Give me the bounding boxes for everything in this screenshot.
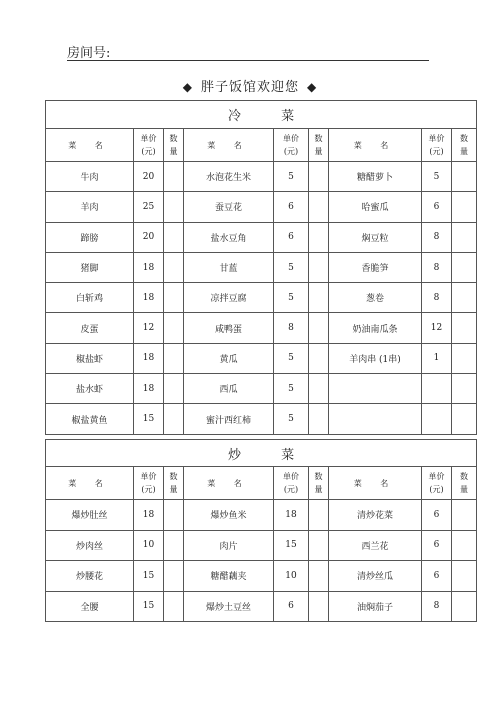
- dish-price: 10: [274, 561, 309, 592]
- dish-name: 椒盐黄鱼: [46, 404, 134, 434]
- menu-row: [46, 252, 477, 282]
- quantity-cell[interactable]: [164, 561, 184, 592]
- dish-price: 5: [422, 162, 452, 192]
- hot-header-row: [46, 467, 477, 500]
- dish-name: 羊肉串 (1串): [329, 343, 422, 373]
- dish-price: 5: [274, 343, 309, 373]
- cold-section-title: 冷 菜: [46, 101, 477, 129]
- column-header-price: [422, 467, 452, 500]
- diamond-icon: ◆: [182, 80, 193, 94]
- dish-name: 糖醋萝卜: [329, 162, 422, 192]
- dish-price: 8: [422, 252, 452, 282]
- dish-name: 蹄膀: [46, 222, 134, 252]
- qty-header-line2: 量: [460, 485, 469, 494]
- price-header-line1: 单价: [428, 472, 445, 481]
- hot-section-title: 炒 菜: [46, 440, 477, 467]
- dish-price: [422, 404, 452, 434]
- price-header-line2: (元): [283, 485, 299, 494]
- dish-price: 15: [134, 561, 164, 592]
- quantity-cell[interactable]: [452, 404, 477, 434]
- dish-price: 6: [422, 530, 452, 561]
- quantity-cell[interactable]: [452, 343, 477, 373]
- qty-header-line1: 数: [314, 472, 323, 481]
- dish-name: 椒盐虾: [46, 343, 134, 373]
- quantity-cell[interactable]: [309, 530, 329, 561]
- dish-name: 水泡花生米: [184, 162, 274, 192]
- dish-name: 肉片: [184, 530, 274, 561]
- menu-row: [46, 374, 477, 404]
- quantity-cell[interactable]: [164, 343, 184, 373]
- dish-name: 白斩鸡: [46, 283, 134, 313]
- dish-name: 香脆笋: [329, 252, 422, 282]
- qty-header-line1: 数: [460, 134, 469, 143]
- dish-name: 羊肉: [46, 192, 134, 222]
- price-header-line2: (元): [429, 147, 444, 156]
- column-header-qty: [309, 467, 329, 500]
- dish-name: 皮蛋: [46, 313, 134, 343]
- dish-name: 凉拌豆腐: [184, 283, 274, 313]
- qty-header-line1: 数: [460, 472, 469, 481]
- column-header-name: 菜 名: [46, 467, 134, 500]
- quantity-cell[interactable]: [309, 404, 329, 434]
- dish-price: 20: [134, 162, 164, 192]
- column-header-name: 菜 名: [46, 129, 134, 162]
- quantity-cell[interactable]: [309, 313, 329, 343]
- dish-price: 18: [134, 374, 164, 404]
- price-header-line1: 单价: [283, 472, 299, 481]
- dish-name: 清炒花菜: [329, 500, 422, 531]
- quantity-cell[interactable]: [309, 500, 329, 531]
- column-header-price: [274, 129, 309, 162]
- dish-name: 西兰花: [329, 530, 422, 561]
- price-header-line1: 单价: [428, 134, 445, 143]
- dish-name: 牛肉: [46, 162, 134, 192]
- dish-name: 黄瓜: [184, 343, 274, 373]
- price-header-line1: 单价: [140, 134, 157, 143]
- dish-name: 焖豆粒: [329, 222, 422, 252]
- quantity-cell[interactable]: [164, 222, 184, 252]
- welcome-title: [0, 76, 500, 95]
- dish-name: 盐水虾: [46, 374, 134, 404]
- dish-name: 盐水豆角: [184, 222, 274, 252]
- dish-price: 15: [274, 530, 309, 561]
- dish-name: [329, 404, 422, 434]
- menu-row: [46, 222, 477, 252]
- quantity-cell[interactable]: [309, 162, 329, 192]
- welcome-text: 胖子饭馆欢迎您: [200, 80, 299, 95]
- dish-name: 葱卷: [329, 283, 422, 313]
- price-header-line2: (元): [141, 147, 156, 156]
- dish-name: 蚕豆花: [184, 192, 274, 222]
- quantity-cell[interactable]: [164, 252, 184, 282]
- column-header-price: [134, 129, 164, 162]
- dish-name: 猪脚: [46, 252, 134, 282]
- quantity-cell[interactable]: [452, 252, 477, 282]
- quantity-cell[interactable]: [309, 561, 329, 592]
- quantity-cell[interactable]: [452, 530, 477, 561]
- dish-name: 糖醋藕夹: [184, 561, 274, 592]
- room-number-line: [67, 60, 429, 61]
- price-header-line1: 单价: [283, 134, 299, 143]
- dish-price: 20: [134, 222, 164, 252]
- quantity-cell[interactable]: [164, 313, 184, 343]
- price-header-line2: (元): [283, 147, 299, 156]
- price-header-line2: (元): [141, 485, 156, 494]
- dish-price: 5: [274, 374, 309, 404]
- qty-header-line1: 数: [169, 472, 178, 481]
- dish-name: 清炒丝瓜: [329, 561, 422, 592]
- column-header-qty: [164, 129, 184, 162]
- quantity-cell[interactable]: [309, 222, 329, 252]
- dish-name: 全腰: [46, 591, 134, 622]
- dish-name: 爆炒土豆丝: [184, 591, 274, 622]
- dish-name: 爆炒肚丝: [46, 500, 134, 531]
- menu-row: [46, 192, 477, 222]
- dish-price: 18: [134, 283, 164, 313]
- quantity-cell[interactable]: [164, 530, 184, 561]
- column-header-price: [422, 129, 452, 162]
- quantity-cell[interactable]: [452, 500, 477, 531]
- menu-row: [46, 313, 477, 343]
- dish-price: 6: [274, 222, 309, 252]
- menu-row: [46, 500, 477, 531]
- dish-price: [422, 374, 452, 404]
- quantity-cell[interactable]: [164, 591, 184, 622]
- dish-price: 8: [422, 591, 452, 622]
- column-header-qty: [309, 129, 329, 162]
- room-number-label: 房间号:: [67, 46, 111, 61]
- quantity-cell[interactable]: [452, 591, 477, 622]
- quantity-cell[interactable]: [164, 500, 184, 531]
- dish-price: 5: [274, 162, 309, 192]
- quantity-cell[interactable]: [309, 283, 329, 313]
- qty-header-line1: 数: [314, 134, 323, 143]
- dish-price: 8: [422, 283, 452, 313]
- quantity-cell[interactable]: [164, 374, 184, 404]
- dish-price: 18: [134, 500, 164, 531]
- menu-row: [46, 591, 477, 622]
- menu-row: [46, 283, 477, 313]
- dish-price: 6: [422, 500, 452, 531]
- dish-name: 咸鸭蛋: [184, 313, 274, 343]
- quantity-cell[interactable]: [452, 561, 477, 592]
- column-header-qty: [164, 467, 184, 500]
- dish-name: 甘蓝: [184, 252, 274, 282]
- menu-row: [46, 343, 477, 373]
- column-header-price: [134, 467, 164, 500]
- dish-price: 15: [134, 404, 164, 434]
- quantity-cell[interactable]: [452, 374, 477, 404]
- dish-price: 18: [134, 343, 164, 373]
- dish-price: 6: [274, 192, 309, 222]
- quantity-cell[interactable]: [164, 162, 184, 192]
- qty-header-line2: 量: [460, 147, 469, 156]
- dish-price: 5: [274, 283, 309, 313]
- quantity-cell[interactable]: [309, 343, 329, 373]
- cold-header-row: [46, 129, 477, 162]
- column-header-qty: [452, 467, 477, 500]
- quantity-cell[interactable]: [452, 192, 477, 222]
- price-header-line2: (元): [429, 485, 444, 494]
- quantity-cell[interactable]: [164, 404, 184, 434]
- dish-price: 6: [422, 561, 452, 592]
- dish-name: [329, 374, 422, 404]
- menu-row: [46, 162, 477, 192]
- column-header-name: 菜 名: [184, 129, 274, 162]
- dish-price: 18: [274, 500, 309, 531]
- quantity-cell[interactable]: [164, 283, 184, 313]
- qty-header-line2: 量: [314, 485, 323, 494]
- dish-price: 5: [274, 252, 309, 282]
- column-header-price: [274, 467, 309, 500]
- dish-price: 8: [422, 222, 452, 252]
- cold-dishes-table: [45, 100, 477, 435]
- quantity-cell[interactable]: [309, 252, 329, 282]
- dish-price: 18: [134, 252, 164, 282]
- dish-price: 10: [134, 530, 164, 561]
- hot-dishes-table: [45, 439, 477, 622]
- quantity-cell[interactable]: [452, 162, 477, 192]
- diamond-icon: ◆: [307, 80, 318, 94]
- dish-name: 哈蜜瓜: [329, 192, 422, 222]
- quantity-cell[interactable]: [452, 313, 477, 343]
- column-header-name: 菜 名: [329, 467, 422, 500]
- menu-row: [46, 404, 477, 434]
- dish-name: 油焖茄子: [329, 591, 422, 622]
- column-header-name: 菜 名: [184, 467, 274, 500]
- dish-price: 5: [274, 404, 309, 434]
- column-header-name: 菜 名: [329, 129, 422, 162]
- dish-price: 25: [134, 192, 164, 222]
- menu-row: [46, 561, 477, 592]
- dish-name: 炒肉丝: [46, 530, 134, 561]
- quantity-cell[interactable]: [452, 283, 477, 313]
- dish-price: 1: [422, 343, 452, 373]
- dish-name: 蜜汁西红柿: [184, 404, 274, 434]
- column-header-qty: [452, 129, 477, 162]
- quantity-cell[interactable]: [309, 192, 329, 222]
- price-header-line1: 单价: [140, 472, 157, 481]
- dish-price: 8: [274, 313, 309, 343]
- dish-name: 奶油南瓜条: [329, 313, 422, 343]
- dish-price: 6: [274, 591, 309, 622]
- quantity-cell[interactable]: [309, 374, 329, 404]
- dish-name: 炒腰花: [46, 561, 134, 592]
- qty-header-line2: 量: [169, 485, 178, 494]
- dish-price: 12: [422, 313, 452, 343]
- quantity-cell[interactable]: [164, 192, 184, 222]
- qty-header-line2: 量: [169, 147, 178, 156]
- dish-name: 西瓜: [184, 374, 274, 404]
- dish-name: 爆炒鱼米: [184, 500, 274, 531]
- qty-header-line2: 量: [314, 147, 323, 156]
- quantity-cell[interactable]: [309, 591, 329, 622]
- qty-header-line1: 数: [169, 134, 178, 143]
- dish-price: 6: [422, 192, 452, 222]
- dish-price: 15: [134, 591, 164, 622]
- dish-price: 12: [134, 313, 164, 343]
- quantity-cell[interactable]: [452, 222, 477, 252]
- menu-row: [46, 530, 477, 561]
